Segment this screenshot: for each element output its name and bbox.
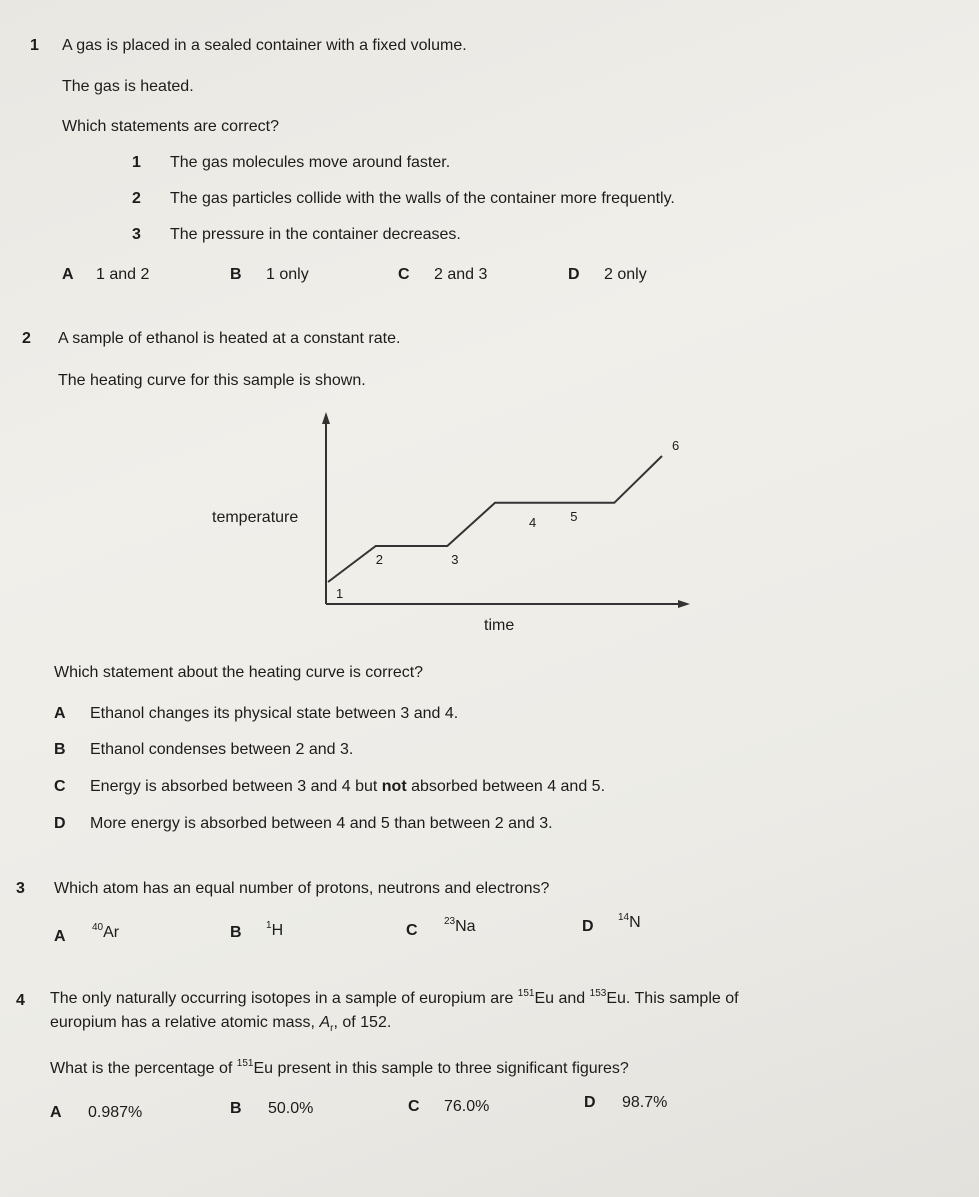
option-letter: A [54,705,66,722]
question-number: 4 [16,992,25,1009]
point-label-3: 3 [451,552,459,567]
question-prompt: What is the percentage of $^{151}$Eu present in this sample to three significant figures? [50,1058,629,1077]
option-text: 50.0% [268,1100,314,1117]
statement-number: 2 [132,190,141,207]
option-text: 76.0% [444,1098,490,1115]
option-letter: A [62,266,74,283]
option-text-part: absorbed between 4 and 5. [406,778,606,795]
option-isotope: $^1$H [266,920,284,939]
question-text: A gas is placed in a sealed container with a fixed volume. [62,37,467,54]
option-text: 0.987% [88,1104,143,1121]
point-label-5: 5 [570,508,578,524]
statement-number: 1 [132,154,141,171]
option-isotope: $^{14}$N [618,912,641,931]
option-text-part: Energy is absorbed between 3 and 4 but [90,778,382,795]
y-axis-label: temperature [212,509,299,526]
option-text: Ethanol condenses between 2 and 3. [90,741,354,758]
option-letter: D [584,1094,596,1111]
statement-number: 3 [132,226,141,243]
x-axis-label: time [484,617,515,634]
question-text: The only naturally occurring isotopes in a sample of europium are $^{151}$Eu and $^{153}$Eu. This sample of [50,988,739,1007]
question-number: 2 [22,330,31,347]
point-label-2: 2 [375,552,383,567]
point-label-4: 4 [529,514,537,530]
option-text: 1 only [266,266,309,283]
option-isotope: $^{40}$Ar [92,922,120,941]
question-text: The gas is heated. [62,78,194,95]
option-letter: D [568,266,580,283]
option-isotope: $^{23}$Na [444,916,476,935]
option-letter: C [54,778,66,795]
point-label-6: 6 [672,438,680,453]
y-axis-arrow [322,412,330,424]
option-letter: C [406,922,418,939]
option-letter: B [230,924,242,941]
option-letter: B [54,741,66,758]
option-text: 2 and 3 [434,266,488,283]
point-label-1: 1 [336,586,344,601]
option-text: 2 only [604,266,647,283]
statement-text: The pressure in the container decreases. [170,226,461,243]
emphasis-not: not [381,778,407,795]
statement-text: The gas particles collide with the walls of the container more frequently. [170,190,675,207]
curve-group [328,438,679,601]
question-prompt: Which statements are correct? [62,118,279,135]
option-letter: A [54,928,66,945]
option-letter: C [398,266,410,283]
option-letter: B [230,266,242,283]
option-text: Ethanol changes its physical state between 3 and 4. [90,705,459,722]
option-text: 1 and 2 [96,266,150,283]
question-text: A sample of ethanol is heated at a constant rate. [58,330,401,347]
option-text: 98.7% [622,1094,668,1111]
option-letter: D [54,815,66,832]
question-text: The heating curve for this sample is shown. [58,372,366,389]
question-number: 1 [30,37,39,54]
option-text: More energy is absorbed between 4 and 5 than between 2 and 3. [90,815,553,832]
option-text [90,778,605,796]
question-text: europium has a relative atomic mass, $A_r$, of 152. [50,1014,392,1035]
option-letter: C [408,1098,420,1115]
question-number: 3 [16,880,25,897]
question-prompt: Which statement about the heating curve is correct? [54,664,424,681]
option-letter: A [50,1104,62,1121]
question-prompt: Which atom has an equal number of protons, neutrons and electrons? [54,880,550,897]
option-letter: D [582,918,594,935]
option-letter: B [230,1100,242,1117]
x-axis-arrow [678,600,690,608]
statement-text: The gas molecules move around faster. [170,154,451,171]
